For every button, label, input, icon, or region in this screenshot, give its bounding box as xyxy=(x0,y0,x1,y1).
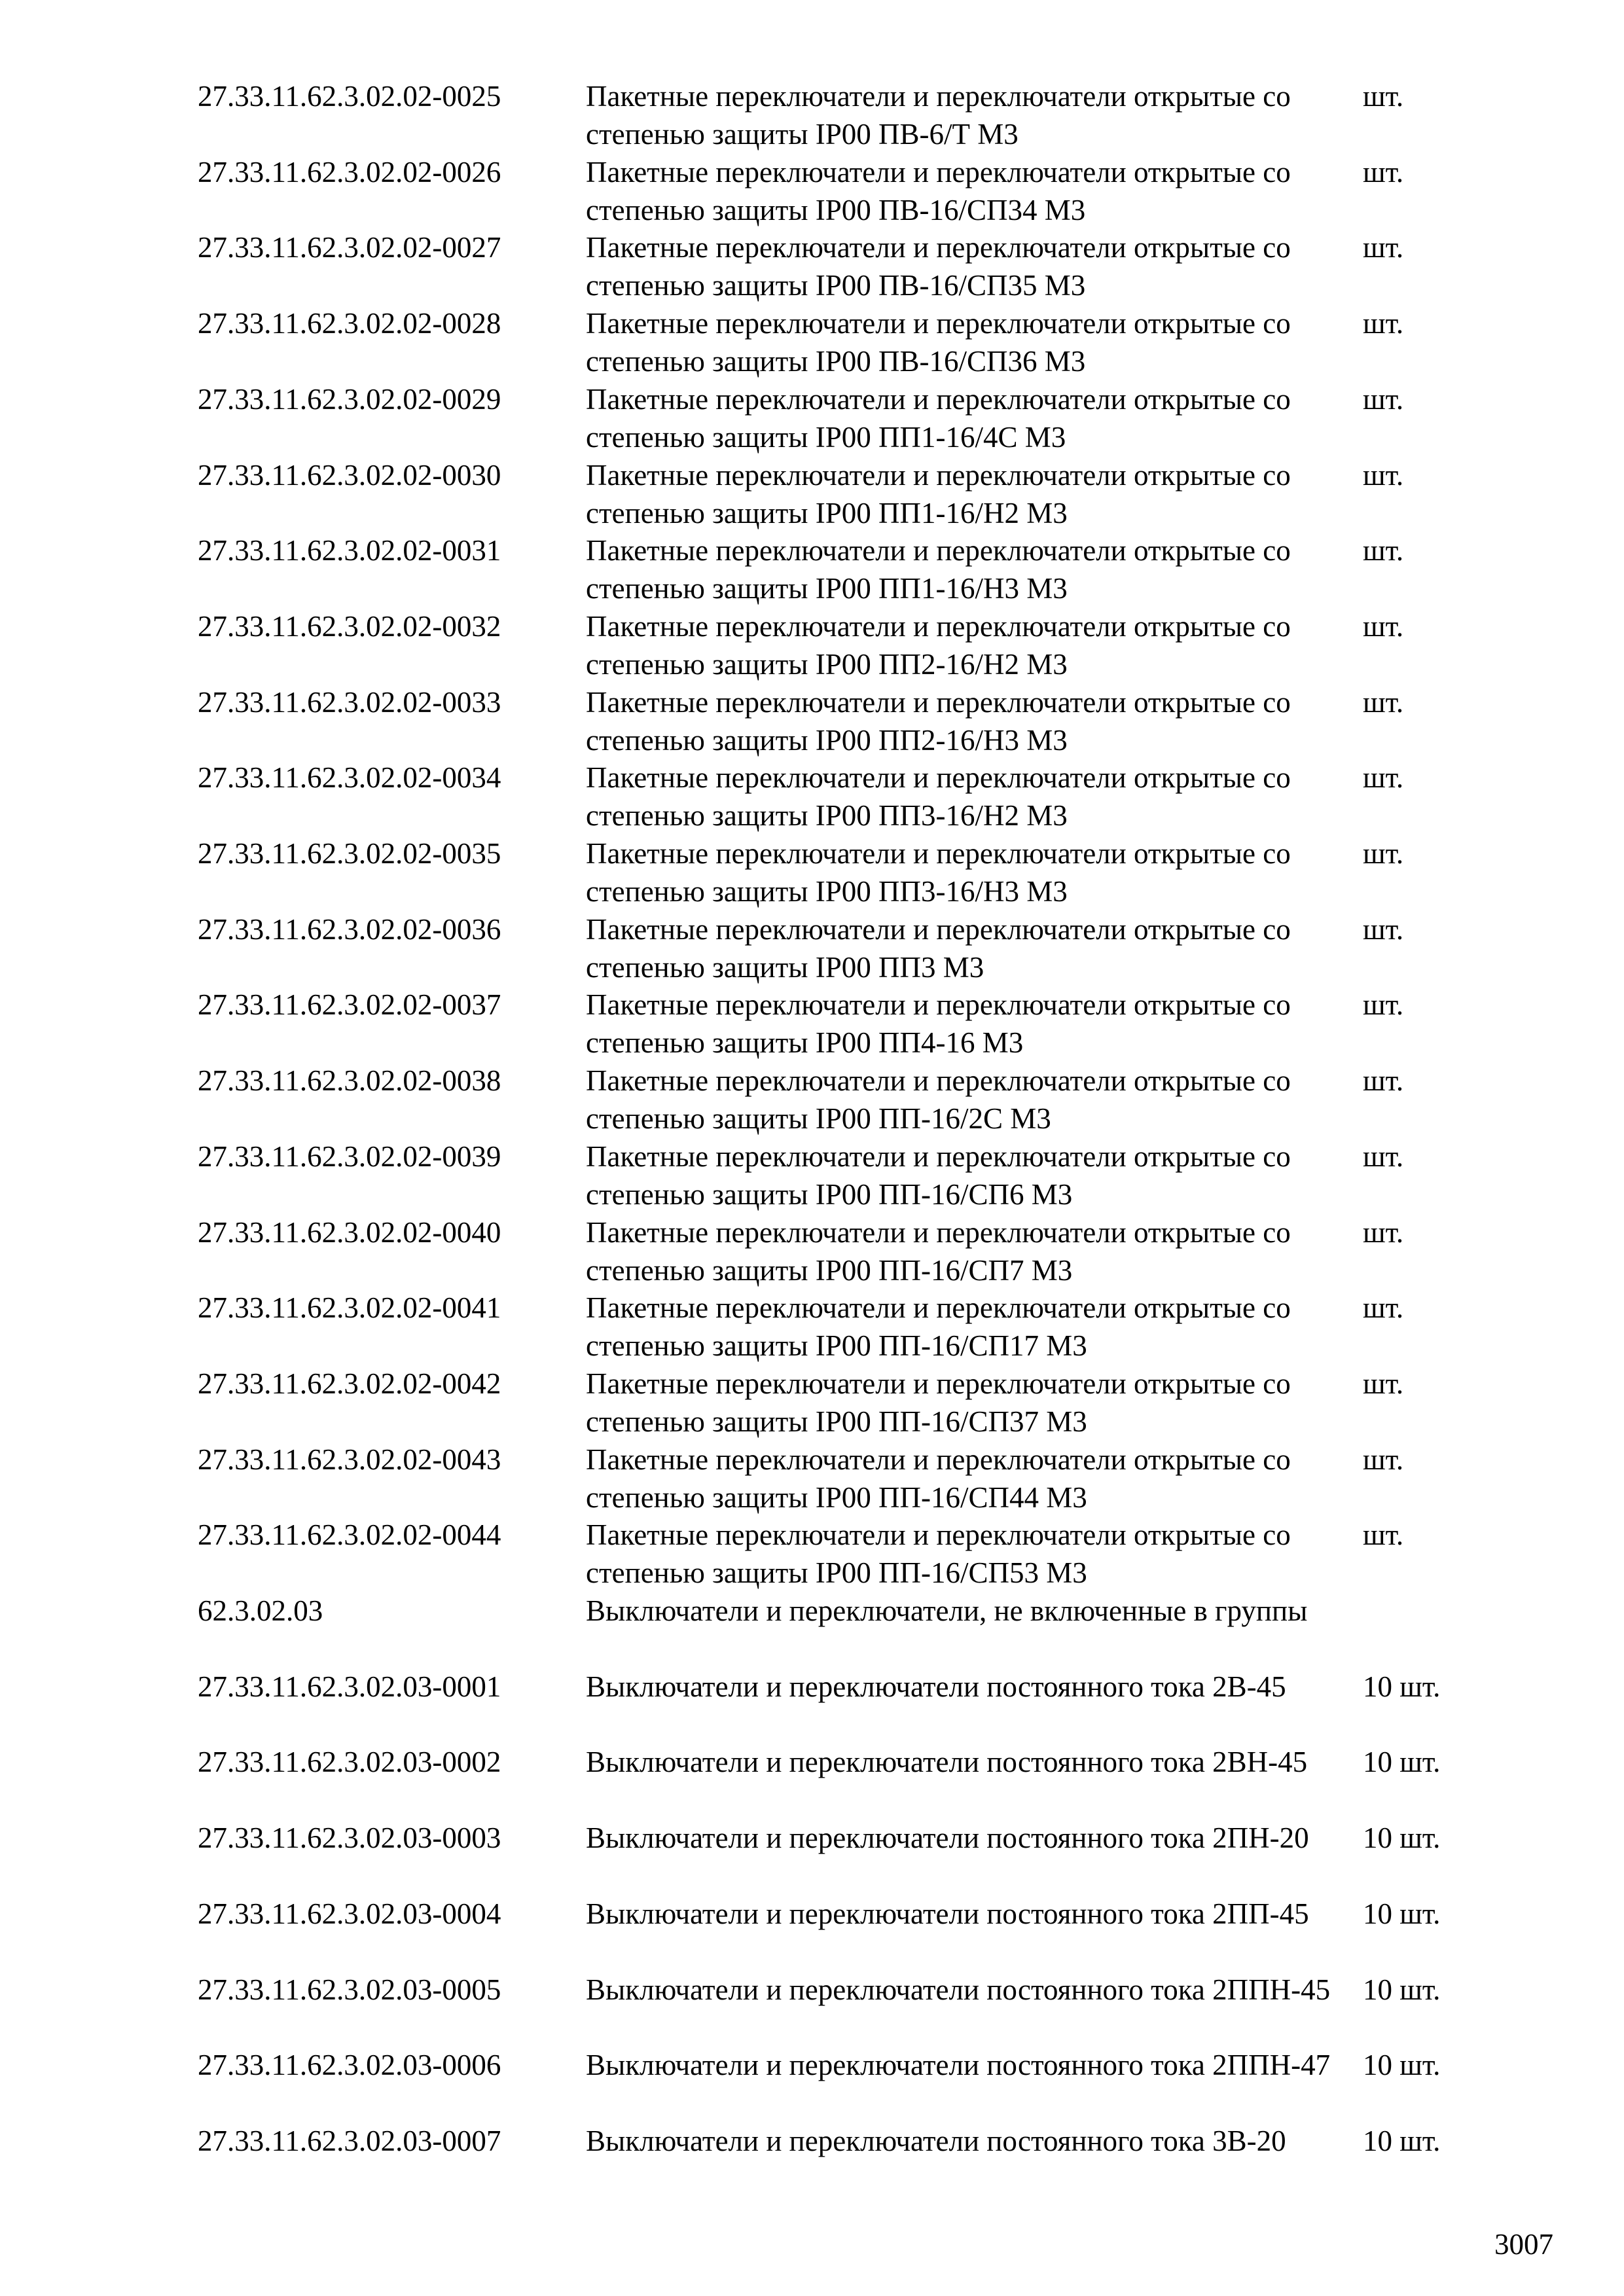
resource-name: Пакетные переключатели и переключатели открытые со степенью защиты IP00 ПП-16/СП7 М3 xyxy=(586,1215,1291,1287)
resource-name: Пакетные переключатели и переключатели открытые со степенью защиты IP00 ПП-16/СП6 М3 xyxy=(586,1139,1291,1211)
resource-name: Выключатели и переключатели постоянного тока 2ПН-20 xyxy=(586,1821,1309,1855)
unit-of-measure: 10 шт. xyxy=(1363,1821,1441,1855)
table-row xyxy=(0,759,1624,831)
table-row xyxy=(0,834,1624,906)
resource-name: Пакетные переключатели и переключатели открытые со степенью защиты IP00 ПП1-16/Н3 М3 xyxy=(586,534,1291,605)
unit-of-measure: шт. xyxy=(1363,458,1404,492)
table-row xyxy=(0,1138,1624,1210)
resource-code: 27.33.11.62.3.02.02-0043 xyxy=(198,1443,501,1476)
page-number: 3007 xyxy=(1494,2228,1553,2261)
table-row xyxy=(0,153,1624,225)
unit-of-measure: шт. xyxy=(1363,1518,1404,1552)
table-row xyxy=(0,2046,1624,2118)
resource-code: 27.33.11.62.3.02.03-0004 xyxy=(198,1897,501,1930)
resource-code: 27.33.11.62.3.02.03-0001 xyxy=(198,1670,501,1703)
table-row xyxy=(0,1062,1624,1134)
resource-name: Пакетные переключатели и переключатели открытые со степенью защиты IP00 ПП2-16/Н3 М3 xyxy=(586,685,1291,757)
table-row xyxy=(0,456,1624,528)
table-row xyxy=(0,1819,1624,1891)
unit-of-measure: шт. xyxy=(1363,1367,1404,1400)
resource-name: Пакетные переключатели и переключатели открытые со степенью защиты IP00 ПВ-16/СП34 М3 xyxy=(586,155,1291,226)
resource-name: Пакетные переключатели и переключатели открытые со степенью защиты IP00 ПП1-16/4С М3 xyxy=(586,382,1291,454)
unit-of-measure: шт. xyxy=(1363,761,1404,795)
table-row xyxy=(0,304,1624,376)
resource-name: Пакетные переключатели и переключатели открытые со степенью защиты IP00 ПП3-16/Н3 М3 xyxy=(586,837,1291,908)
table-row xyxy=(0,2122,1624,2194)
resource-name: Пакетные переключатели и переключатели открытые со степенью защиты IP00 ПВ-16/СП35 М3 xyxy=(586,231,1291,302)
resource-name: Пакетные переключатели и переключатели открытые со степенью защиты IP00 ПП-16/СП17 М3 xyxy=(586,1291,1291,1363)
resource-code: 27.33.11.62.3.02.03-0003 xyxy=(198,1821,501,1855)
unit-of-measure: шт. xyxy=(1363,1215,1404,1249)
table-row xyxy=(0,77,1624,149)
resource-code: 27.33.11.62.3.02.03-0002 xyxy=(198,1746,501,1779)
resource-code: 27.33.11.62.3.02.02-0038 xyxy=(198,1064,501,1098)
unit-of-measure: шт. xyxy=(1363,80,1404,113)
unit-of-measure: шт. xyxy=(1363,307,1404,340)
unit-of-measure: шт. xyxy=(1363,231,1404,264)
table-row xyxy=(0,1289,1624,1361)
table-row xyxy=(0,986,1624,1058)
table-row xyxy=(0,1516,1624,1588)
resource-code: 27.33.11.62.3.02.02-0028 xyxy=(198,307,501,340)
table-row xyxy=(0,910,1624,982)
resource-code: 27.33.11.62.3.02.02-0041 xyxy=(198,1291,501,1325)
resource-name: Пакетные переключатели и переключатели открытые со степенью защиты IP00 ПВ-16/СП36 М3 xyxy=(586,307,1291,378)
resource-name: Пакетные переключатели и переключатели открытые со степенью защиты IP00 ПП-16/СП44 М3 xyxy=(586,1443,1291,1514)
resource-code: 27.33.11.62.3.02.02-0042 xyxy=(198,1367,501,1400)
table-row xyxy=(0,531,1624,603)
table-row xyxy=(0,1365,1624,1437)
unit-of-measure: 10 шт. xyxy=(1363,1973,1441,2006)
unit-of-measure: шт. xyxy=(1363,1139,1404,1173)
table-row xyxy=(0,1895,1624,1967)
resource-name: Пакетные переключатели и переключатели открытые со степенью защиты IP00 ПП1-16/Н2 М3 xyxy=(586,458,1291,529)
resource-name: Пакетные переключатели и переключатели открытые со степенью защиты IP00 ПП-16/СП53 М3 xyxy=(586,1518,1291,1590)
resource-name: Пакетные переключатели и переключатели открытые со степенью защиты IP00 ПП2-16/Н2 М3 xyxy=(586,609,1291,681)
table-row xyxy=(0,607,1624,679)
resource-name: Выключатели и переключатели постоянного тока 2ВН-45 xyxy=(586,1746,1308,1779)
resource-code: 27.33.11.62.3.02.02-0027 xyxy=(198,231,501,264)
resource-name: Выключатели и переключатели, не включенные в группы xyxy=(586,1594,1308,1627)
resource-name: Выключатели и переключатели постоянного тока 2В-45 xyxy=(586,1670,1286,1703)
unit-of-measure: шт. xyxy=(1363,837,1404,870)
unit-of-measure: 10 шт. xyxy=(1363,1897,1441,1930)
resource-code: 27.33.11.62.3.02.02-0037 xyxy=(198,988,501,1022)
resource-name: Пакетные переключатели и переключатели открытые со степенью защиты IP00 ПП-16/2С М3 xyxy=(586,1064,1291,1136)
resource-code: 27.33.11.62.3.02.02-0040 xyxy=(198,1215,501,1249)
unit-of-measure: шт. xyxy=(1363,1443,1404,1476)
unit-of-measure: шт. xyxy=(1363,1064,1404,1098)
unit-of-measure: 10 шт. xyxy=(1363,1746,1441,1779)
table-row xyxy=(0,1441,1624,1513)
resource-code: 27.33.11.62.3.02.02-0029 xyxy=(198,382,501,416)
unit-of-measure: 10 шт. xyxy=(1363,1670,1441,1703)
unit-of-measure: шт. xyxy=(1363,609,1404,643)
unit-of-measure: шт. xyxy=(1363,1291,1404,1325)
unit-of-measure: шт. xyxy=(1363,912,1404,946)
table-row xyxy=(0,1743,1624,1815)
resource-name: Пакетные переключатели и переключатели открытые со степенью защиты IP00 ПП-16/СП37 М3 xyxy=(586,1367,1291,1438)
resource-code: 27.33.11.62.3.02.02-0044 xyxy=(198,1518,501,1552)
resource-name: Выключатели и переключатели постоянного тока 3В-20 xyxy=(586,2124,1286,2157)
resource-code: 27.33.11.62.3.02.02-0025 xyxy=(198,80,501,113)
table-row xyxy=(0,683,1624,755)
resource-code: 27.33.11.62.3.02.02-0036 xyxy=(198,912,501,946)
resource-name: Выключатели и переключатели постоянного тока 2ППН-47 xyxy=(586,2049,1331,2082)
resource-code: 27.33.11.62.3.02.03-0006 xyxy=(198,2049,501,2082)
resource-code: 27.33.11.62.3.02.02-0026 xyxy=(198,155,501,188)
resource-code: 27.33.11.62.3.02.02-0033 xyxy=(198,685,501,719)
unit-of-measure: шт. xyxy=(1363,534,1404,567)
resource-name: Пакетные переключатели и переключатели открытые со степенью защиты IP00 ПП3 М3 xyxy=(586,912,1291,984)
unit-of-measure: 10 шт. xyxy=(1363,2124,1441,2157)
resource-code: 27.33.11.62.3.02.02-0030 xyxy=(198,458,501,492)
unit-of-measure: шт. xyxy=(1363,155,1404,188)
resource-name: Выключатели и переключатели постоянного тока 2ПП-45 xyxy=(586,1897,1309,1930)
resource-code: 27.33.11.62.3.02.02-0035 xyxy=(198,837,501,870)
resource-code: 27.33.11.62.3.02.02-0039 xyxy=(198,1139,501,1173)
resource-code: 27.33.11.62.3.02.03-0007 xyxy=(198,2124,501,2157)
table-row xyxy=(0,228,1624,300)
table-row xyxy=(0,380,1624,452)
resource-name: Пакетные переключатели и переключатели открытые со степенью защиты IP00 ПВ-6/Т М3 xyxy=(586,80,1291,151)
resource-code: 27.33.11.62.3.02.02-0032 xyxy=(198,609,501,643)
table-row xyxy=(0,1668,1624,1740)
unit-of-measure: 10 шт. xyxy=(1363,2049,1441,2082)
resource-code: 27.33.11.62.3.02.02-0031 xyxy=(198,534,501,567)
table-row xyxy=(0,1213,1624,1285)
resource-name: Пакетные переключатели и переключатели открытые со степенью защиты IP00 ПП3-16/Н2 М3 xyxy=(586,761,1291,833)
resource-name: Выключатели и переключатели постоянного тока 2ППН-45 xyxy=(586,1973,1331,2006)
resource-name: Пакетные переключатели и переключатели открытые со степенью защиты IP00 ПП4-16 М3 xyxy=(586,988,1291,1060)
resource-code: 27.33.11.62.3.02.03-0005 xyxy=(198,1973,501,2006)
unit-of-measure: шт. xyxy=(1363,685,1404,719)
unit-of-measure: шт. xyxy=(1363,988,1404,1022)
resource-code: 27.33.11.62.3.02.02-0034 xyxy=(198,761,501,795)
table-row xyxy=(0,1592,1624,1664)
unit-of-measure: шт. xyxy=(1363,382,1404,416)
table-row xyxy=(0,1971,1624,2043)
resource-code: 62.3.02.03 xyxy=(198,1594,323,1627)
